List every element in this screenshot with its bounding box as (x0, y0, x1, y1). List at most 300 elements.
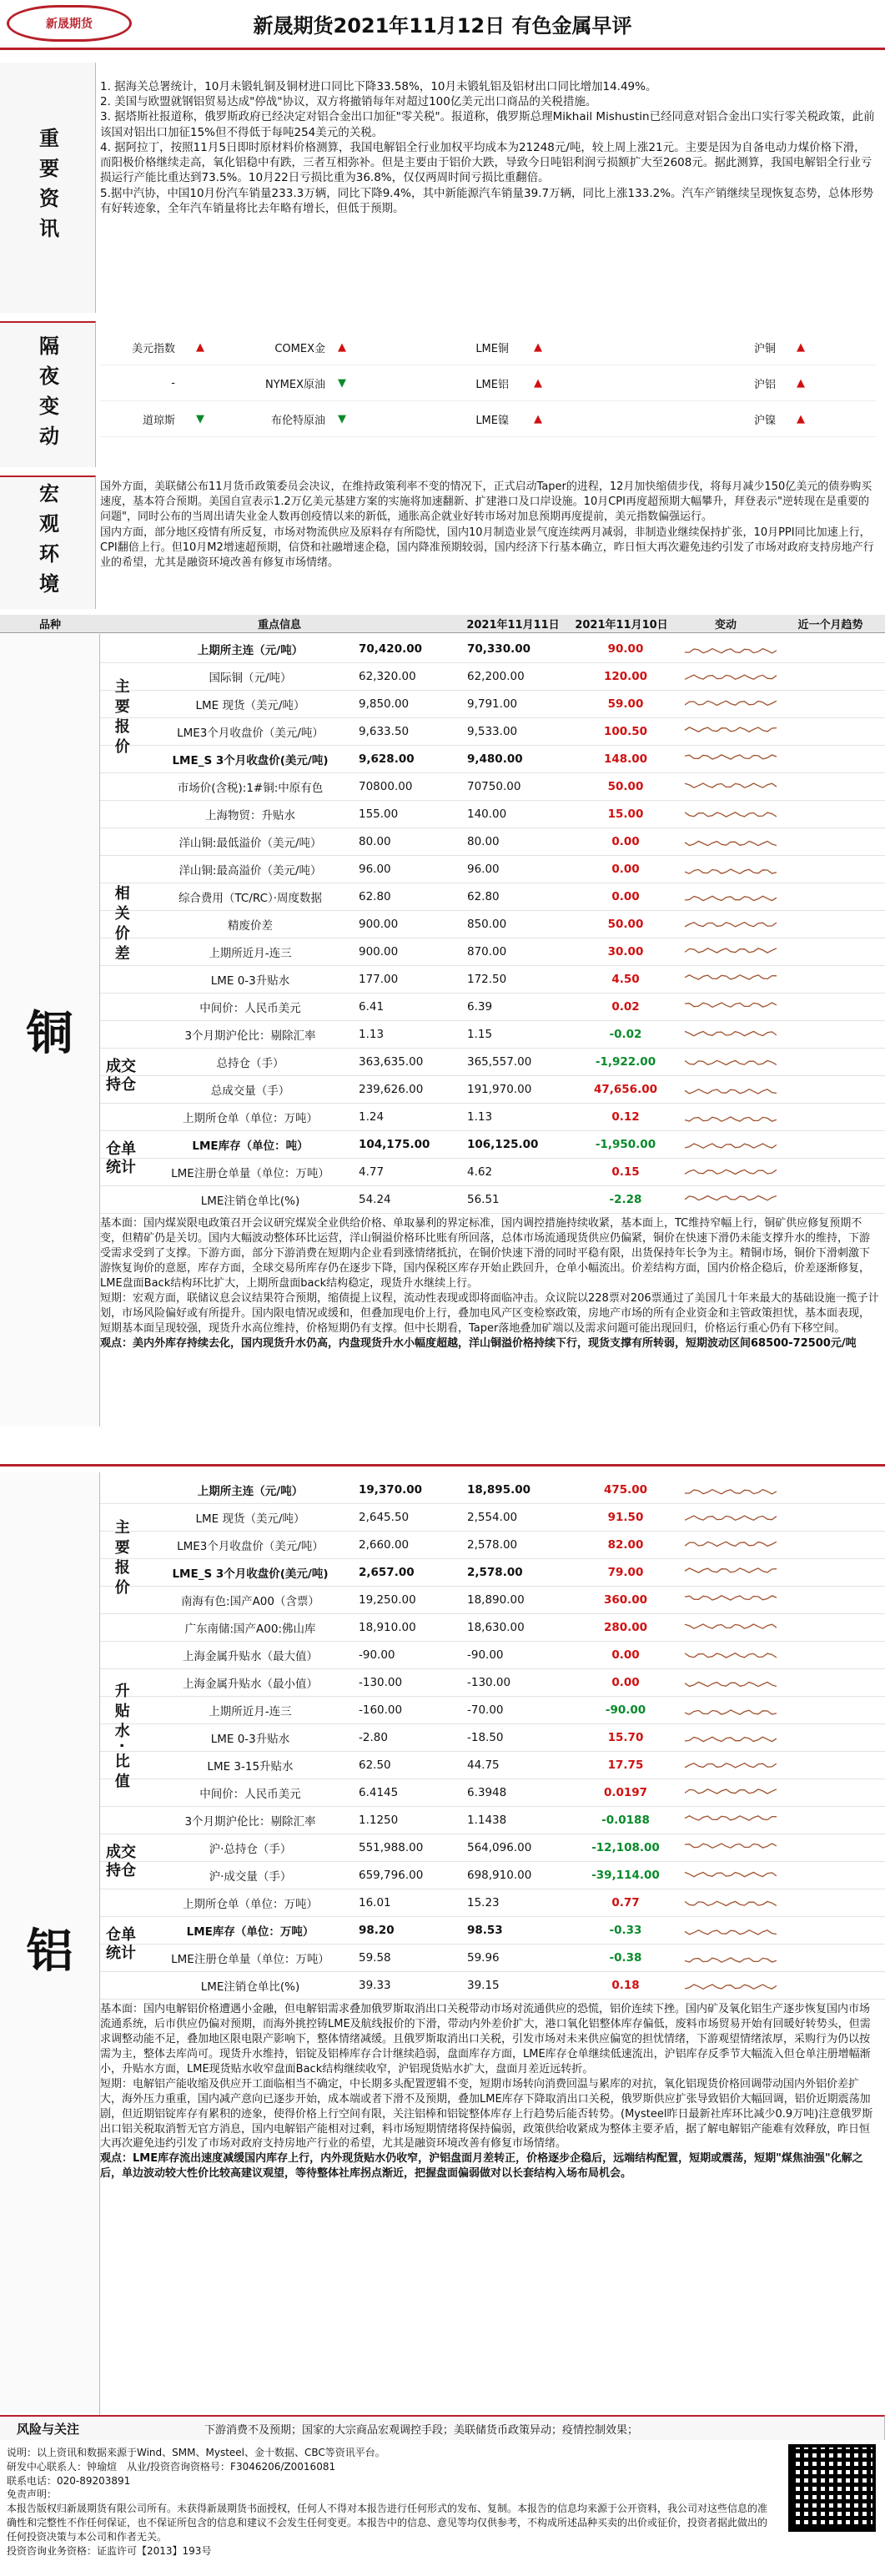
row-value: 80.00 (359, 835, 391, 848)
table-row (100, 1834, 885, 1862)
overnight-name: 沪铜 (753, 342, 776, 355)
row-label: 上期所主连（元/吨） (197, 644, 304, 657)
trend-sparkline (685, 776, 777, 797)
row-label: LME 现货（美元/吨） (195, 1512, 305, 1526)
table-row (100, 1614, 885, 1642)
table-row (100, 1945, 885, 1972)
row-value: 698,910.00 (467, 1869, 532, 1882)
trend-sparkline (685, 1051, 777, 1073)
trend-sparkline (685, 1161, 777, 1183)
row-label: 上期所仓单（单位：万吨） (183, 1112, 318, 1125)
row-value: 172.50 (467, 973, 507, 986)
trend-sparkline (685, 1975, 777, 1996)
trend-sparkline (685, 1562, 777, 1583)
row-value: 96.00 (467, 863, 500, 876)
macro-paragraph: 国外方面，美联储公布11月货币政策委员会决议，在维持政策利率不变的情况下，正式启动Taper的进程，12月加快缩债步伐，将每月减少150亿美元的债券购买速度，基本符合预期。美国自宣表示1.2万亿美元基建方案的实施将加速翻新、扩建港口及口岸设施。10月CPI再度超预期大幅攀升，拜登表示"逆转现在是重要的问题"，同时公布的当周出请失业金人数再创疫情以来的新低，通胀高企就业好转市场对加息预期再度提前，美元指数偏强运行。 (100, 480, 872, 524)
row-label: LME3个月收盘价（美元/吨） (177, 1540, 324, 1553)
trend-sparkline (685, 1947, 777, 1969)
row-change: 360.00 (603, 1593, 648, 1607)
row-value: -130.00 (467, 1676, 511, 1689)
direction-icon: ▼ (338, 376, 346, 390)
overnight-row (100, 401, 876, 437)
row-change: -0.33 (609, 1924, 642, 1937)
col-trend: 近一个月趋势 (797, 619, 863, 631)
row-label: LME注册仓单量（单位：万吨） (171, 1167, 329, 1180)
row-change: 30.00 (607, 945, 644, 958)
row-value: 70,330.00 (467, 642, 531, 656)
row-change: 0.00 (611, 1648, 640, 1662)
report-header (0, 0, 885, 50)
col-key-info: 重点信息 (257, 619, 301, 631)
row-change: 475.00 (603, 1483, 648, 1497)
row-value: 19,250.00 (359, 1593, 416, 1607)
row-value: 2,657.00 (359, 1566, 415, 1579)
overnight-table (100, 330, 876, 437)
table-row (100, 1669, 885, 1697)
row-label: LME_S 3个月收盘价(美元/吨) (172, 754, 329, 767)
news-item: 5.据中汽协，中国10月份汽车销量233.3万辆，同比下降9.4%，其中新能源汽车销量39.7万辆，同比上涨133.2%。汽车产销继续呈现恢复态势，总体形势有好转迹象，全年汽车销量将比去年略有增长，但低于预期。 (100, 186, 874, 215)
row-value: 155.00 (359, 808, 399, 821)
row-label: LME 3-15升贴水 (207, 1760, 294, 1774)
risk-text: 下游消费不及预期；国家的大宗商品宏观调控手段；美联储货币政策异动；疫情控制效果； (204, 2423, 639, 2437)
row-value: 62,320.00 (359, 670, 416, 683)
row-change: 47,656.00 (593, 1083, 657, 1096)
row-group-label: 主要报价 (112, 1519, 130, 1599)
row-value: 6.4145 (359, 1786, 399, 1799)
row-label: 洋山铜:最高溢价（美元/吨） (179, 864, 322, 878)
table-row (100, 718, 885, 746)
row-value: 70,420.00 (359, 642, 423, 656)
row-value: 18,895.00 (467, 1483, 531, 1497)
footer-source: 说明：以上资讯和数据来源于Wind、SMM、Mysteel、金十数据、CBC等资讯平台。 (7, 2447, 385, 2458)
macro-section-label: 宏观环境 (0, 475, 96, 609)
overnight-name: 道琼斯 (142, 414, 175, 427)
row-change: 0.00 (611, 863, 640, 876)
table-row (100, 1559, 885, 1587)
row-value: 6.39 (467, 1000, 493, 1014)
row-change: -39,114.00 (591, 1869, 660, 1882)
direction-icon: ▲ (196, 340, 204, 354)
row-value: 1.13 (467, 1110, 493, 1124)
page-title: 新晟期货2021年11月12日 有色金属早评 (253, 14, 632, 38)
row-change: 15.00 (607, 808, 644, 821)
table-row (100, 1972, 885, 2000)
row-change: 50.00 (607, 918, 644, 931)
row-value: 62.80 (467, 890, 500, 903)
table-row (100, 1504, 885, 1532)
trend-sparkline (685, 1919, 777, 1941)
row-label: 沪·成交量（手） (209, 1870, 292, 1884)
row-label: LME 0-3升贴水 (210, 1733, 290, 1746)
row-value: 39.33 (359, 1979, 391, 1992)
macro-paragraph: 国内方面，部分地区疫情有所反复，市场对物流供应及原料存有所隐忧，国内10月制造业景气度连续两月减弱，非制造业继续保持扩张，10月PPI同比加速上行，CPI翻倍上行。但10月M2增速超预期，信贷和社融增速企稳，国内降准预期较弱，国内经济下行基本确立，昨日恒大再次避免违约引发了市场对政府支持房地产行业的希望，尤其是融资环境改善有修复市场情绪。 (100, 526, 874, 569)
row-value: -90.00 (467, 1648, 504, 1662)
row-change: -1,950.00 (595, 1138, 656, 1151)
row-value: 70750.00 (467, 780, 521, 793)
row-label: 上海物贸：升贴水 (205, 809, 295, 823)
col-date-1: 2021年11月11日 (466, 619, 560, 631)
table-row (100, 663, 885, 691)
row-value: 1.15 (467, 1028, 493, 1041)
row-value: 56.51 (467, 1193, 500, 1206)
row-value: 9,480.00 (467, 752, 523, 766)
row-label: 总成交量（手） (210, 1084, 290, 1098)
overnight-row (100, 365, 876, 401)
trend-sparkline (685, 1617, 777, 1638)
row-value: 104,175.00 (359, 1138, 430, 1151)
section-divider (0, 1464, 885, 1467)
row-change: 0.02 (611, 1000, 640, 1014)
direction-icon: ▲ (534, 340, 542, 354)
row-label: LME库存（单位：万吨） (186, 1925, 314, 1939)
row-label: LME_S 3个月收盘价(美元/吨) (172, 1567, 329, 1581)
row-label: 中间价：人民币美元 (199, 1002, 301, 1015)
row-group-label: 主要报价 (112, 678, 130, 758)
row-value: 9,628.00 (359, 752, 415, 766)
overnight-name: 沪铝 (753, 378, 776, 391)
footer-disclaimer-title: 免责声明： (7, 2488, 58, 2501)
trend-sparkline (685, 1864, 777, 1886)
trend-sparkline (685, 1024, 777, 1045)
row-value: 1.24 (359, 1110, 385, 1124)
row-change: 50.00 (607, 780, 644, 793)
overnight-name: COMEX金 (274, 342, 325, 355)
direction-icon: ▲ (534, 412, 542, 425)
row-value: 18,890.00 (467, 1593, 525, 1607)
trend-sparkline (685, 803, 777, 825)
trend-sparkline (685, 1479, 777, 1501)
overnight-name: 沪镍 (753, 414, 776, 427)
table-row (100, 1697, 885, 1724)
row-value: 4.77 (359, 1165, 385, 1179)
trend-sparkline (685, 1189, 777, 1210)
row-value: 44.75 (467, 1758, 500, 1772)
table-row (100, 801, 885, 828)
commentary (100, 2002, 880, 2411)
trend-sparkline (685, 941, 777, 963)
row-change: 4.50 (611, 973, 640, 986)
row-value: 177.00 (359, 973, 399, 986)
row-change: -1,922.00 (595, 1055, 656, 1069)
row-group-label: 相关价差 (112, 884, 130, 965)
row-value: 900.00 (359, 945, 399, 958)
trend-sparkline (685, 1672, 777, 1693)
company-logo: 新晟期货 (7, 5, 132, 42)
row-change: 90.00 (607, 642, 644, 656)
table-row (100, 1049, 885, 1076)
commentary-paragraph: 基本面：国内电解铝价格遭遇小金融，但电解铝需求叠加俄罗斯取消出口关税带动市场对流通供应的恐慌，铝价连续下挫。国内矿及氧化铝生产逐步恢复国内市场流通系统，后市供应仍偏对预期，而海外挑控铸LME及航线报价的下滑，带动内外差价扩大，港口氧化铝整体库存偏低，废料市场贸易开始有回暖好转势头，但需求调整动能不足，叠加地区限电限产影响下，整体情绪减缓。且俄罗斯取消出口关税，引发市场对未来供应偏宽的担忧情绪，下游观望情绪浓厚，采购行为仍以按需为主，整体去库尚可。现货升水维持，铝锭及铝棒库存合计继续趋弱，盘面库存方面，LME库存仓单继续低速流出，沪铝库存反季节大幅流入但仓单注册增幅渐小，升贴水方面，LME现货贴水收窄盘面Back结构继续收窄，沪铝现货贴水扩大，盘面月差近远转折。 (100, 2003, 871, 2075)
row-label: LME3个月收盘价（美元/吨） (177, 727, 324, 740)
row-value: 870.00 (467, 945, 507, 958)
table-row (100, 1104, 885, 1131)
row-change: 59.00 (607, 697, 644, 711)
table-row (100, 1159, 885, 1186)
row-value: 15.23 (467, 1896, 500, 1909)
row-value: 59.58 (359, 1951, 391, 1965)
trend-sparkline (685, 666, 777, 687)
footer-phone: 联系电话：020-89203891 (7, 2474, 131, 2487)
table-row (100, 828, 885, 856)
row-value: 239,626.00 (359, 1083, 424, 1096)
trend-sparkline (685, 638, 777, 660)
overnight-name: - (171, 376, 175, 390)
trend-sparkline (685, 1534, 777, 1556)
commentary (100, 1216, 880, 1458)
commentary-paragraph: 观点：美内外库存持续去化，国内现货升水仍高，内盘现货升水小幅度超越，洋山铜溢价格持续下行，现货支撑有所转弱，短期波动区间68500-72500元/吨 (100, 1336, 857, 1350)
row-change: 91.50 (607, 1511, 644, 1524)
table-row (100, 994, 885, 1021)
row-value: 2,645.50 (359, 1511, 410, 1524)
overnight-section-label: 隔夜变动 (0, 321, 96, 467)
row-value: 54.24 (359, 1193, 391, 1206)
table-row (100, 1917, 885, 1945)
table-row (100, 938, 885, 966)
row-change: 0.00 (611, 1676, 640, 1689)
row-value: 140.00 (467, 808, 507, 821)
row-group-label: 仓单统计 (106, 1926, 136, 1962)
trend-sparkline (685, 1079, 777, 1100)
news-item: 2. 美国与欧盟就钢铝贸易达成"停战"协议，双方将撤销每年对超过100亿美元出口商品的关税措施。 (100, 95, 597, 109)
trend-sparkline (685, 1644, 777, 1666)
commentary-paragraph: 短期：电解铝产能收缩及供应开工面临相当不确定，中长期多头配置逻辑不变，短期市场转向消费回温与累库的对抗，氧化铝现货价格回调带动国内外铝价差扩大，海外压力重重，国内减产意向已逐步开始，成本端或者下滑不及预期，叠加LME库存下降取消出口关税，俄罗斯供应扩张导致铝价大幅回调，铝价近期震荡加剧，但近期铝锭库存有累积的迹象，使得价格上行空间有限，关注铝棒和铝锭整体库存上行趋势后能否转势。(Mysteel昨日最新社库环比减少0.9万吨)注意俄罗斯出口铝关税取消暂无官方消息，国内电解铝产能相对过剩，料市场短期情绪将保持偏弱，政策供给收紧成为整体主要矛盾，据了解电解铝产能难有效释放，昨日恒大再次避免违约引发了市场对政府支持房地产行业的希望，尤其是融资环境改善有修复市场情绪。 (100, 2077, 873, 2151)
row-change: 15.70 (607, 1731, 644, 1744)
trend-sparkline (685, 1837, 777, 1859)
row-value: 9,850.00 (359, 697, 410, 711)
row-label: 市场价(含税):1#铜:中原有色 (177, 782, 324, 795)
table-header (0, 615, 885, 633)
row-change: -2.28 (609, 1193, 642, 1206)
overnight-name: NYMEX原油 (264, 378, 325, 391)
trend-sparkline (685, 1892, 777, 1914)
news-section-label: 重要资讯 (0, 63, 96, 313)
news-item: 1. 据海关总署统计，10月未锻轧铜及铜材进口同比下降33.58%，10月未锻轧铝及铝材出口同比增加14.49%。 (100, 80, 657, 93)
trend-sparkline (685, 1809, 777, 1831)
row-value: 564,096.00 (467, 1841, 532, 1854)
col-variety: 品种 (38, 619, 61, 631)
row-value: 62,200.00 (467, 670, 525, 683)
row-label: 3个月期沪伦比：剔除汇率 (184, 1815, 316, 1829)
row-change: 0.15 (611, 1165, 640, 1179)
col-date-2: 2021年11月10日 (575, 619, 668, 631)
row-change: 120.00 (603, 670, 648, 683)
news-item: 3. 据塔斯社报道称，俄罗斯政府已经决定对铝合金出口加征"零关税"。报道称，俄罗斯总理Mikhail Mishustin已经同意对铝合金出口实行零关税政策，此前该国对铝出口加征15%但不得低于每吨254美元的关税。 (100, 110, 875, 139)
row-change: 0.77 (611, 1896, 640, 1909)
row-value: 19,370.00 (359, 1483, 423, 1497)
row-change: 0.00 (611, 835, 640, 848)
row-label: LME注册仓单量（单位：万吨） (171, 1953, 329, 1966)
commentary-paragraph: 短期：宏观方面，联储议息会议结果符合预期，缩债提上议程，流动性表现或即将面临冲击。众议院以228票对206票通过了美国几十年来最大的基础设施一揽子计划，市场风险偏好或有所提升。国内限电情况或缓和，但叠加现电价上行，叠加电风产区变检察政策，房地产市场的所有企业资金和主管政策担忧，基本面表现，短期基本面呈现较强，现货升水高位维持，价格短期仍有支撑。但中长期看，Taper落地叠加矿端以及需求问题可能出现回归，价格运行重心仍有下移空间。 (100, 1291, 879, 1335)
overnight-name: 布伦特原油 (270, 414, 325, 427)
row-change: 79.00 (607, 1566, 644, 1579)
table-row (100, 1477, 885, 1504)
table-row (100, 966, 885, 994)
row-group-label: 升贴水·比值 (112, 1683, 130, 1794)
table-row (100, 1862, 885, 1889)
direction-icon: ▼ (196, 412, 204, 425)
table-row (100, 1807, 885, 1834)
row-value: 4.62 (467, 1165, 493, 1179)
row-value: 850.00 (467, 918, 507, 931)
table-row (100, 1186, 885, 1214)
row-value: -2.80 (359, 1731, 388, 1744)
row-value: 80.00 (467, 835, 500, 848)
overnight-name: LME镍 (475, 414, 509, 427)
trend-sparkline (685, 1106, 777, 1128)
row-value: 659,796.00 (359, 1869, 424, 1882)
trend-sparkline (685, 693, 777, 715)
row-change: 148.00 (603, 752, 648, 766)
row-change: -12,108.00 (591, 1841, 660, 1854)
row-group-label: 成交持仓 (106, 1844, 136, 1879)
trend-sparkline (685, 1589, 777, 1611)
row-label: 上海金属升贴水（最小值） (183, 1678, 318, 1691)
row-change: -0.0188 (601, 1814, 650, 1827)
trend-sparkline (685, 748, 777, 770)
row-group-label: 仓单统计 (106, 1140, 136, 1176)
table-row (100, 1642, 885, 1669)
trend-sparkline (685, 969, 777, 990)
row-value: 98.20 (359, 1924, 395, 1937)
row-value: 2,660.00 (359, 1538, 410, 1552)
row-value: 2,578.00 (467, 1538, 518, 1552)
row-value: 9,791.00 (467, 697, 518, 711)
row-label: 南海有色:国产A00（含票） (181, 1595, 319, 1608)
row-value: 365,557.00 (467, 1055, 532, 1069)
row-label: 综合费用（TC/RC）·周度数据 (178, 892, 323, 905)
trend-sparkline (685, 721, 777, 742)
row-value: 2,578.00 (467, 1566, 523, 1579)
overnight-name: LME铜 (475, 342, 509, 355)
trend-sparkline (685, 996, 777, 1018)
row-value: -18.50 (467, 1731, 504, 1744)
table-row (100, 1532, 885, 1559)
row-change: -0.38 (609, 1951, 642, 1965)
table-row (100, 911, 885, 938)
row-label: 上期所近月-连三 (209, 1705, 292, 1718)
row-value: -90.00 (359, 1648, 395, 1662)
row-label: 总持仓（手） (216, 1057, 284, 1070)
row-value: 1.1250 (359, 1814, 399, 1827)
commentary-paragraph: 观点：LME库存流出速度减缓国内库存上行，内外现货贴水仍收窄，沪铝盘面月差转正，价格逐步企稳后，远端结构配置，短期或震荡，短期"煤焦油强"化解之后，单边波动较大性价比较高建议观望，等待整体社库拐点渐近，把握盘面偏弱做对以长套结构入场布局机会。 (100, 2152, 863, 2181)
overnight-row (100, 330, 876, 365)
row-value: 16.01 (359, 1896, 391, 1909)
direction-icon: ▲ (797, 412, 805, 425)
news-list (100, 79, 876, 216)
table-row (100, 1076, 885, 1104)
row-label: LME库存（单位：吨） (192, 1140, 309, 1153)
row-value: 62.50 (359, 1758, 391, 1772)
table-row (100, 746, 885, 773)
row-label: LME注销仓单比(%) (200, 1980, 300, 1994)
footer-disclaimer: 本报告版权归新晟期货有限公司所有。未获得新晟期货书面授权，任何人不得对本报告进行任何形式的发布、复制。本报告的信息均来源于公开资料，我公司对这些信息的准确性和完整性不作任何保证，也不保证所包含的信息和建议不会发生任何变更。本报告中的信息、意见等均仅供参考，不构成所述品种买卖的出价或征价，投资者据此做出的任何投资决策与本公司和作者无关。 (7, 2503, 768, 2543)
row-value: 191,970.00 (467, 1083, 532, 1096)
row-value: 62.80 (359, 890, 391, 903)
row-change: -90.00 (605, 1703, 646, 1717)
row-value: 2,554.00 (467, 1511, 518, 1524)
row-label: 洋山铜:最低溢价（美元/吨） (179, 837, 322, 850)
row-change: 0.12 (611, 1110, 640, 1124)
row-change: 0.18 (611, 1979, 640, 1992)
row-value: 1.13 (359, 1028, 385, 1041)
row-label: 上期所主连（元/吨） (197, 1485, 304, 1498)
row-label: 上期所近月-连三 (209, 947, 292, 960)
col-change: 变动 (714, 619, 737, 631)
row-value: 70800.00 (359, 780, 413, 793)
row-value: -160.00 (359, 1703, 403, 1717)
row-label: 3个月期沪伦比：剔除汇率 (184, 1029, 316, 1043)
table-row (100, 1021, 885, 1049)
risk-label: 风险与关注 (17, 2421, 80, 2437)
row-label: 上海金属升贴水（最大值） (183, 1650, 318, 1663)
row-label: 精废价差 (228, 919, 273, 933)
row-value: 59.96 (467, 1951, 500, 1965)
table-row (100, 691, 885, 718)
table-row (100, 1587, 885, 1614)
footer (0, 2443, 885, 2558)
direction-icon: ▲ (534, 376, 542, 390)
direction-icon: ▲ (797, 376, 805, 390)
metal-label: 铜 (0, 634, 100, 1426)
row-label: LME注销仓单比(%) (200, 1195, 300, 1208)
row-value: 1.1438 (467, 1814, 507, 1827)
table-row (100, 1889, 885, 1917)
row-change: 17.75 (607, 1758, 644, 1772)
row-value: 96.00 (359, 863, 391, 876)
row-value: 106,125.00 (467, 1138, 539, 1151)
row-change: -0.02 (609, 1028, 642, 1041)
trend-sparkline (685, 886, 777, 908)
row-value: -70.00 (467, 1703, 504, 1717)
row-value: 39.15 (467, 1979, 500, 1992)
row-value: 551,988.00 (359, 1841, 424, 1854)
row-label: LME 现货（美元/吨） (195, 699, 305, 712)
table-row (100, 883, 885, 911)
table-row (100, 1779, 885, 1807)
table-row (100, 1724, 885, 1752)
row-value: 18,910.00 (359, 1621, 416, 1634)
trend-sparkline (685, 831, 777, 853)
row-change: 280.00 (603, 1621, 648, 1634)
row-value: 9,633.50 (359, 725, 410, 738)
table-row (100, 636, 885, 663)
row-label: 国际铜（元/吨） (209, 672, 292, 685)
table-row (100, 1752, 885, 1779)
row-label: 中间价：人民币美元 (199, 1788, 301, 1801)
row-change: 0.0197 (603, 1786, 648, 1799)
row-value: 18,630.00 (467, 1621, 525, 1634)
trend-sparkline (685, 1727, 777, 1748)
row-value: 9,533.00 (467, 725, 518, 738)
row-label: 广东南储:国产A00:佛山库 (184, 1623, 316, 1636)
direction-icon: ▲ (797, 340, 805, 354)
footer-contact: 研发中心联系人：钟瑜煊 从业/投资咨询资格号：F3046206/Z0016081 (7, 2460, 336, 2473)
macro-text (100, 480, 876, 571)
qr-code (788, 2444, 876, 2532)
row-group-label: 成交持仓 (106, 1058, 136, 1094)
table-row (100, 856, 885, 883)
table-row (100, 773, 885, 801)
overnight-name: LME铝 (475, 378, 509, 391)
trend-sparkline (685, 858, 777, 880)
commentary-paragraph: 基本面：国内煤炭限电政策召开会议研究煤炭全业供给价格、单取暴利的界定标准，国内调控措施持续收紧，基本面上，TC维持窄幅上行，铜矿供应修复预期不变，但精矿仍是关切。国内大幅波动整体环比运营，洋山铜溢价格环比账有所回落，总体市场流通现货供应仍偏紧，铜价在快速下滑仍未能支撑升水的维持，下游受需求受到了支撑。下游方面，部分下游消费在短期内企业看到涨情绪抵抗，在铜价快速下滑的同时平稳有限，出货保持年长争为主。精铜市场，铜价下滑刺激下游恢复询价的意愿，库存方面，全球交易所库存仍在逐步下降，国内保税区库存开始止跌回升，仓单小幅流出。价差结构方面，国内价格企稳后，价差逐渐修复，LME盘面Back结构环比扩大，上期所盘面back结构稳定，现货升水继续上行。 (100, 1217, 871, 1290)
trend-sparkline (685, 1782, 777, 1804)
table-row (100, 1131, 885, 1159)
row-change: 100.50 (603, 725, 648, 738)
footer-license: 投资咨询业务资格：证监许可【2013】193号 (7, 2544, 212, 2557)
news-item: 4. 据阿拉丁，按照11月5日即时原材料价格测算，我国电解铝全行业加权平均成本为21248元/吨，较上周上涨21元。主要是因为自备电动力煤价格下滑，而阳极价格继续走高，氧化铝稳中有跌，三者互相弥补。但是主要由于铝价大跌，导致今日吨铝利润亏损额扩大至2608元。据此测算，我国电解铝全行业亏损运行产能比重达到73.5%。10月22日亏损比重为36.8%，仅仅两周时间亏损比重翻倍。 (100, 140, 872, 185)
risk-bar (0, 2415, 885, 2440)
trend-sparkline (685, 1754, 777, 1776)
